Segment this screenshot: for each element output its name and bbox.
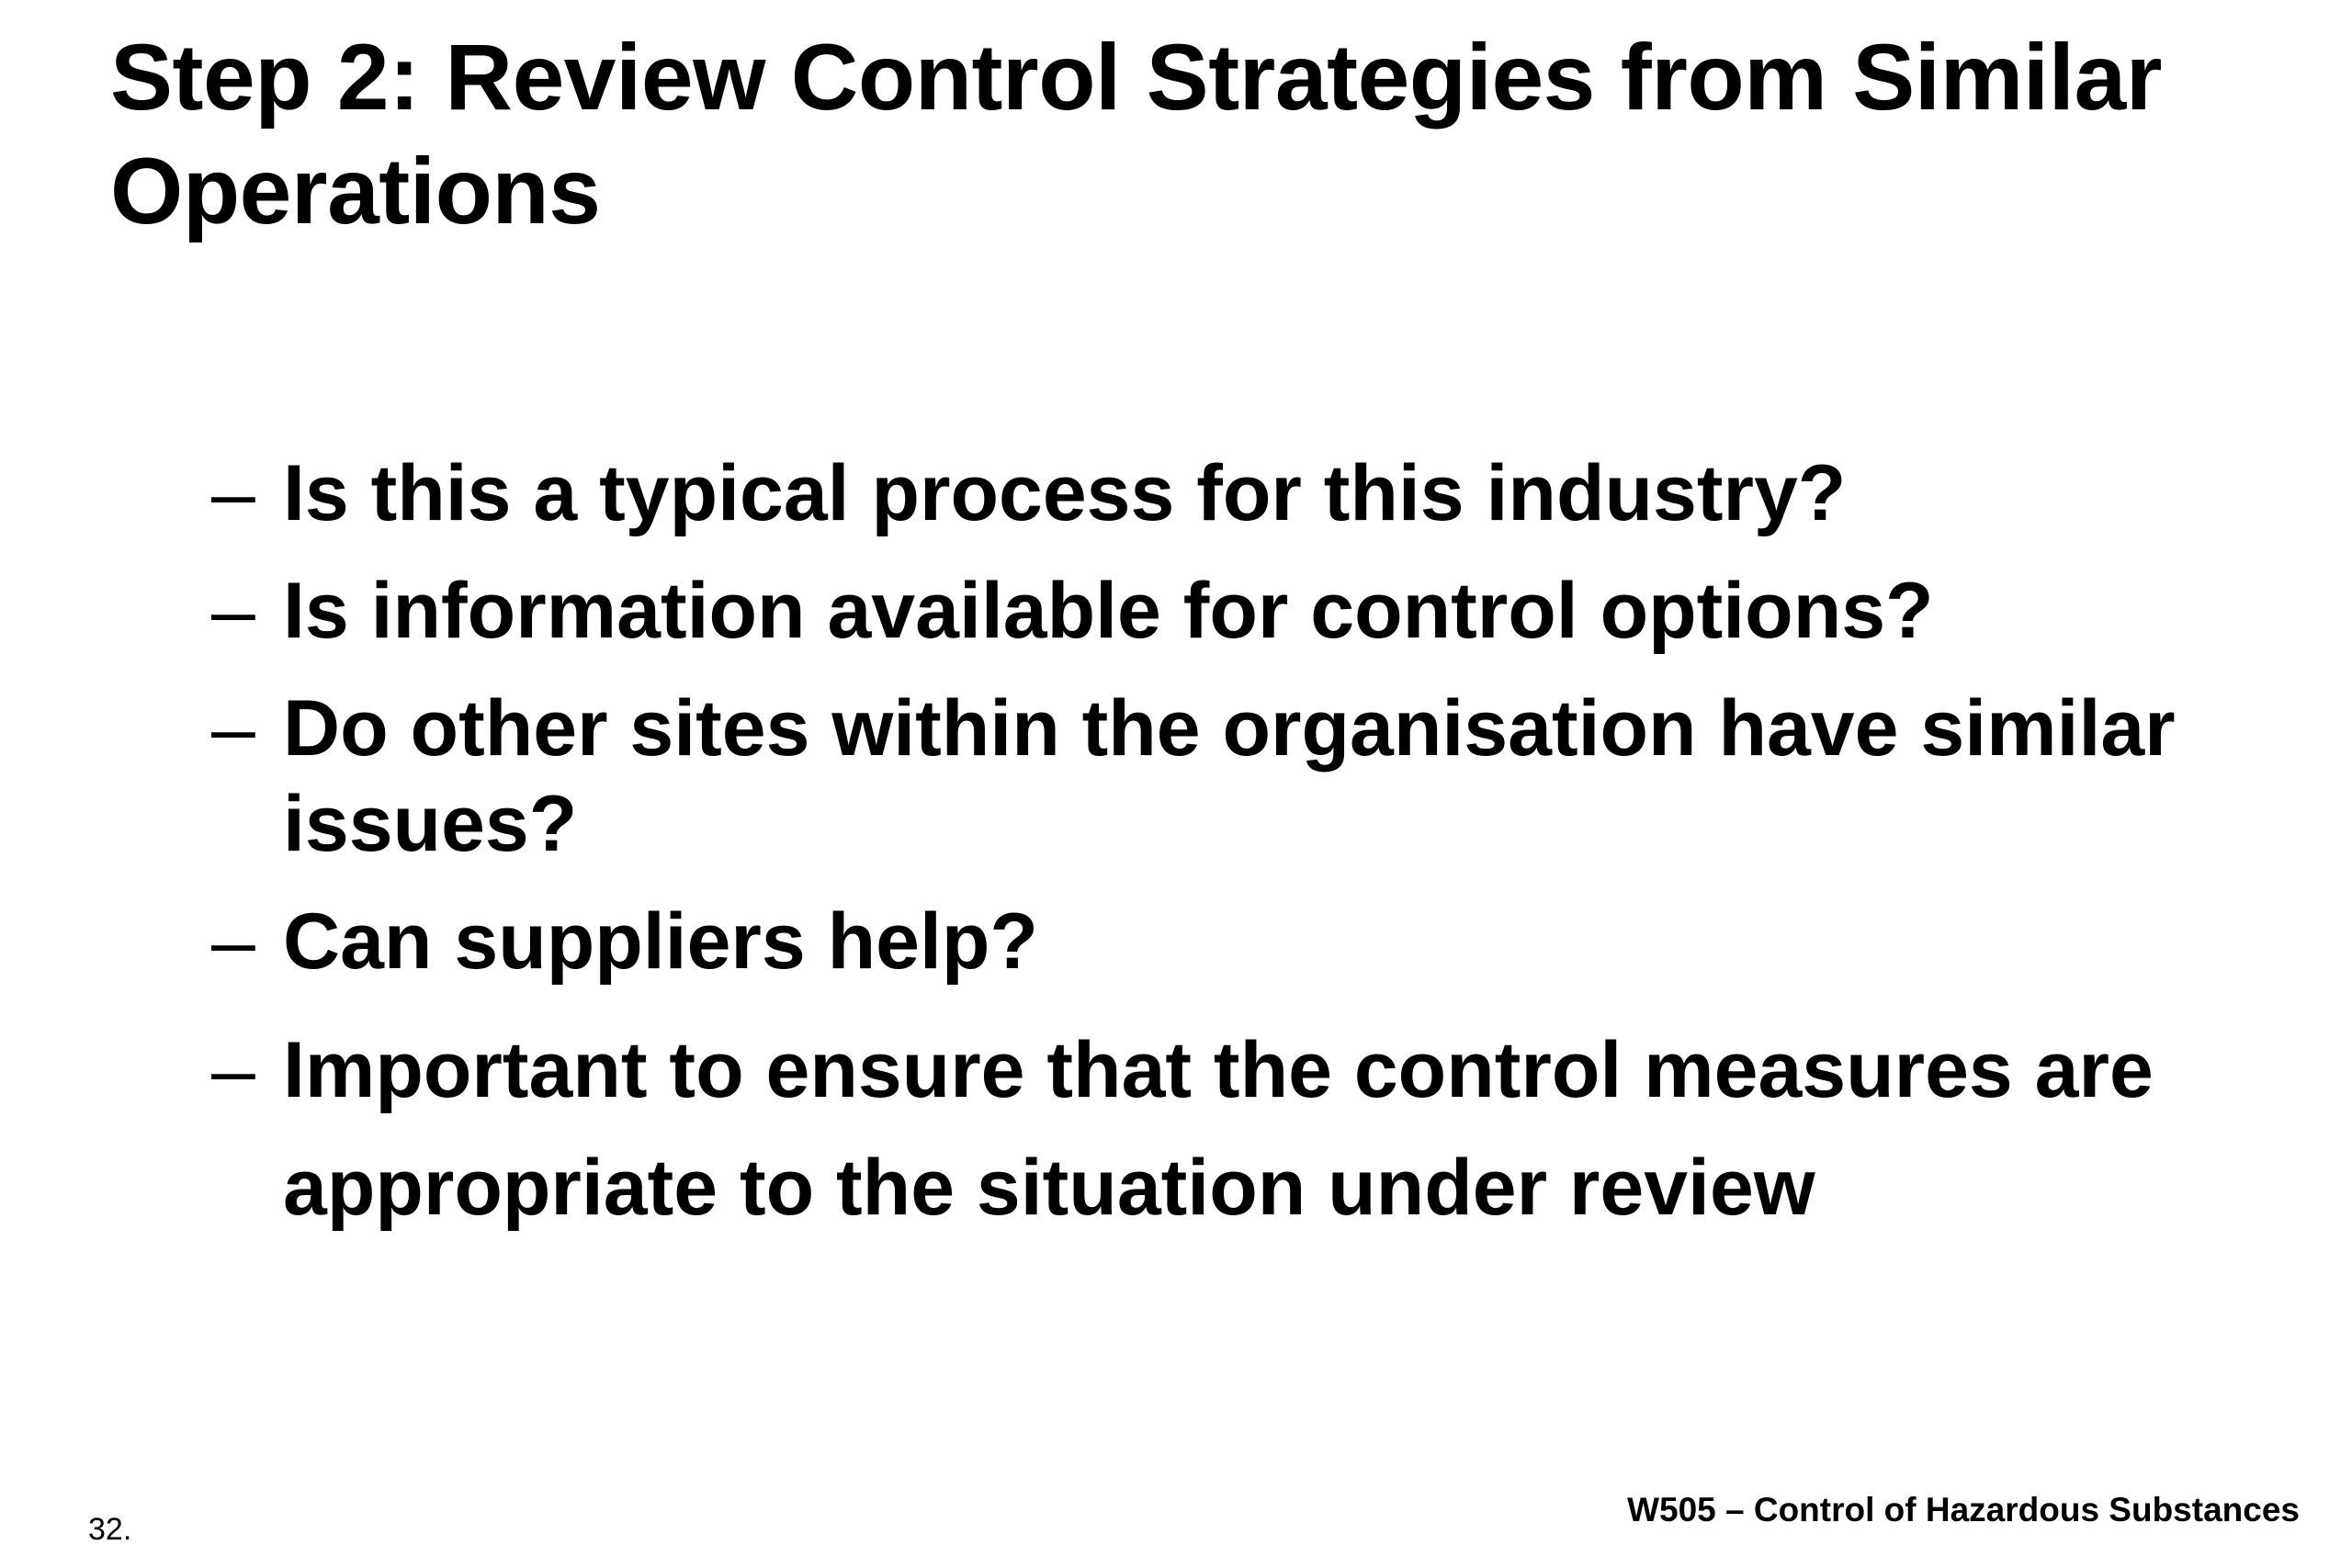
footer-course-title: W505 – Control of Hazardous Substances [1627,1491,2300,1529]
bullet-item [211,894,2278,989]
bullet-item [211,1011,2278,1247]
slide-title: Step 2: Review Control Strategies from Similar Operations [110,25,2162,243]
bullet-text: Is this a typical process for this industry? [283,449,1847,537]
bullet-text: Is information available for control options? [283,567,1934,655]
bullet-item [211,446,2278,541]
bullet-item [211,563,2278,659]
bullet-list [211,446,2278,1269]
slide-number: 32. [88,1512,132,1547]
dash-marker: – [211,897,255,986]
dash-marker: – [211,567,255,655]
bullet-text: Can suppliers help? [283,897,1038,986]
bullet-text: Important to ensure that the control measures are appropriate to the situation under review [283,1026,2154,1232]
bullet-text: Do other sites within the organisation have similar issues? [283,684,2176,868]
dash-marker: – [211,684,255,773]
dash-marker: – [211,1026,255,1114]
bullet-item [211,681,2278,872]
dash-marker: – [211,449,255,537]
